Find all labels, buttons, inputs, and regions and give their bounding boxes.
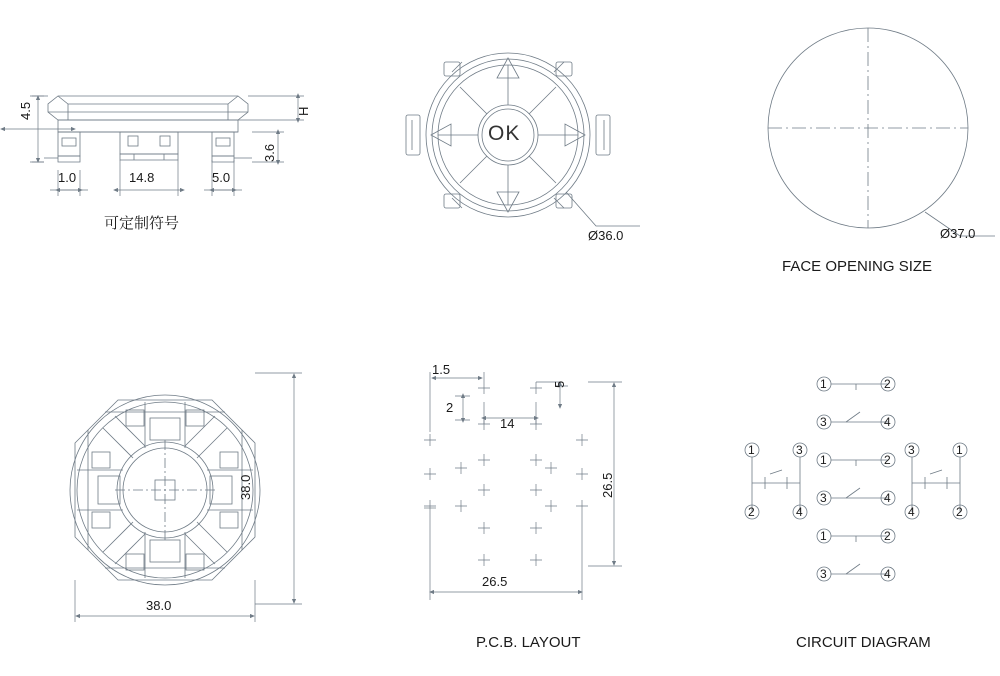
circuit-pin-top-4: 4 [884, 415, 891, 429]
side-view-geometry [44, 96, 252, 162]
pcb-dim-vertical-small: 2 [446, 400, 454, 415]
circuit-pin-center-4: 4 [884, 491, 891, 505]
face-opening-geometry [768, 28, 995, 236]
pcb-dim-width: 26.5 [482, 574, 508, 589]
top-view-diameter: Ø36.0 [588, 228, 624, 243]
pcb-layout-caption: P.C.B. LAYOUT [476, 634, 581, 651]
circuit-pin-left-3: 3 [796, 443, 803, 457]
pcb-dim-pitch: 5 [552, 380, 567, 388]
side-view-caption: 可定制符号 [104, 215, 180, 232]
circuit-pin-right-4: 4 [908, 505, 915, 519]
side-view-dim-center-span: 14.8 [129, 170, 155, 185]
bottom-view-dim-height: 38.0 [238, 474, 253, 500]
pcb-dim-inner-width: 14 [500, 416, 515, 431]
pcb-dim-height: 26.5 [600, 472, 615, 498]
top-view-geometry [406, 53, 640, 226]
circuit-pin-left-2: 2 [748, 505, 755, 519]
circuit-pin-bottom-4: 4 [884, 567, 891, 581]
circuit-pin-center-2: 2 [884, 453, 891, 467]
ok-button-label: OK [488, 122, 521, 145]
side-view-dim-pin-left: 1.0 [58, 170, 77, 185]
side-view-dimensions [5, 96, 304, 196]
circuit-pin-right-1: 1 [956, 443, 963, 457]
side-view-dim-height-body: 3.6 [262, 143, 277, 162]
bottom-view-geometry [70, 395, 260, 585]
bottom-view-dim-width: 38.0 [146, 598, 172, 613]
face-opening-caption: FACE OPENING SIZE [782, 258, 933, 275]
circuit-diagram-geometry [745, 377, 967, 581]
side-view-dim-height-left: 4.5 [18, 101, 33, 120]
circuit-diagram-caption: CIRCUIT DIAGRAM [796, 634, 931, 651]
circuit-pin-right-3: 3 [908, 443, 915, 457]
circuit-pin-left-4: 4 [796, 505, 803, 519]
circuit-pin-top-2: 2 [884, 377, 891, 391]
circuit-pin-top-1: 1 [820, 377, 827, 391]
circuit-pin-right-2: 2 [956, 505, 963, 519]
pcb-dim-left-offset: 1.5 [432, 362, 451, 377]
circuit-pin-left-1: 1 [748, 443, 755, 457]
circuit-pin-center-3: 3 [820, 491, 827, 505]
circuit-pin-bottom-3: 3 [820, 567, 827, 581]
circuit-pin-center-1: 1 [820, 453, 827, 467]
side-view-dim-height-label: H [296, 106, 311, 116]
circuit-pin-bottom-2: 2 [884, 529, 891, 543]
side-view-dim-pin-right: 5.0 [212, 170, 231, 185]
face-opening-diameter: Ø37.0 [940, 226, 976, 241]
circuit-pin-bottom-1: 1 [820, 529, 827, 543]
pcb-layout-geometry [424, 372, 622, 600]
circuit-pin-top-3: 3 [820, 415, 827, 429]
